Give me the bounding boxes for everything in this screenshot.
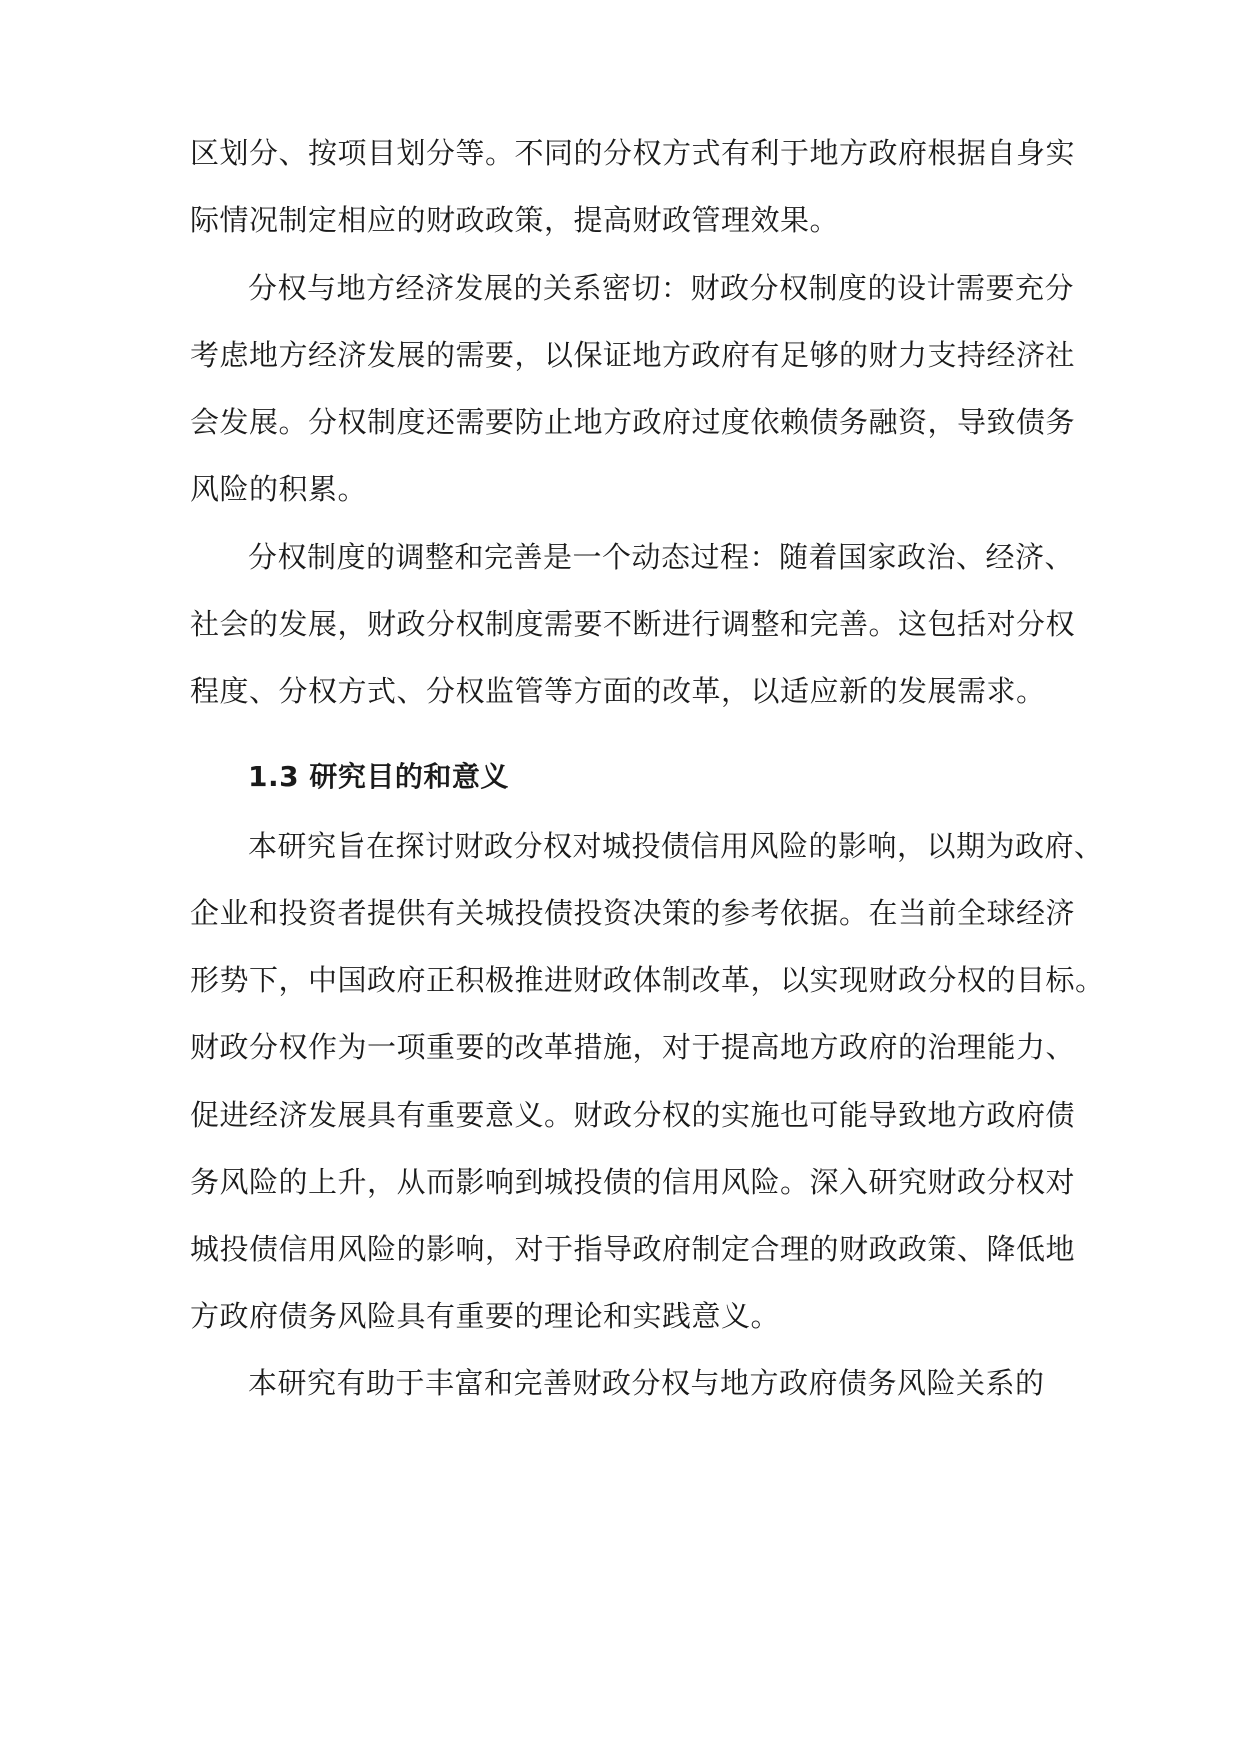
paragraph-line: 财政分权作为一项重要的改革措施，对于提高地方政府的治理能力、 — [190, 1030, 1076, 1064]
paragraph-line: 企业和投资者提供有关城投债投资决策的参考依据。在当前全球经济 — [190, 896, 1076, 930]
paragraph-line: 本研究旨在探讨财政分权对城投债信用风险的影响，以期为政府、 — [248, 829, 1104, 863]
paragraph-line: 程度、分权方式、分权监管等方面的改革，以适应新的发展需求。 — [190, 674, 1046, 708]
paragraph-line: 形势下，中国政府正积极推进财政体制改革，以实现财政分权的目标。 — [190, 963, 1105, 997]
paragraph-line: 城投债信用风险的影响，对于指导政府制定合理的财政政策、降低地 — [190, 1232, 1076, 1266]
section-heading: 1.3 研究目的和意义 — [248, 760, 509, 793]
paragraph-line: 本研究有助于丰富和完善财政分权与地方政府债务风险关系的 — [248, 1366, 1045, 1400]
paragraph-line: 分权制度的调整和完善是一个动态过程：随着国家政治、经济、 — [248, 540, 1075, 574]
paragraph-line: 考虑地方经济发展的需要，以保证地方政府有足够的财力支持经济社 — [190, 338, 1076, 372]
paragraph-line: 区划分、按项目划分等。不同的分权方式有利于地方政府根据自身实 — [190, 136, 1076, 170]
paragraph-line: 促进经济发展具有重要意义。财政分权的实施也可能导致地方政府债 — [190, 1098, 1076, 1132]
paragraph-line: 际情况制定相应的财政政策，提高财政管理效果。 — [190, 203, 840, 237]
paragraph-line: 分权与地方经济发展的关系密切：财政分权制度的设计需要充分 — [248, 271, 1075, 305]
paragraph-line: 方政府债务风险具有重要的理论和实践意义。 — [190, 1299, 781, 1333]
paragraph-line: 会发展。分权制度还需要防止地方政府过度依赖债务融资，导致债务 — [190, 405, 1076, 439]
paragraph-line: 社会的发展，财政分权制度需要不断进行调整和完善。这包括对分权 — [190, 607, 1076, 641]
paragraph-line: 务风险的上升，从而影响到城投债的信用风险。深入研究财政分权对 — [190, 1165, 1076, 1199]
paragraph-line: 风险的积累。 — [190, 472, 368, 506]
